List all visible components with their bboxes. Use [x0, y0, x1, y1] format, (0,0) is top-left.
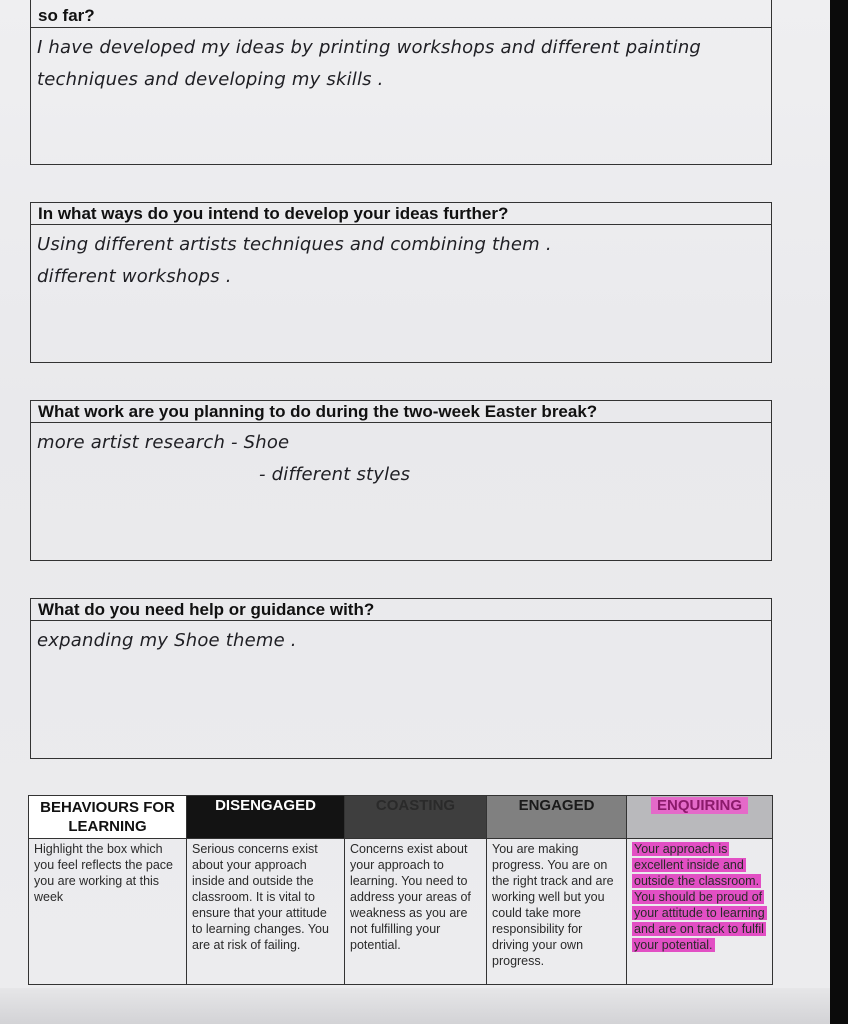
question-box-help-guidance	[30, 598, 772, 759]
answer-line: Using different artists techniques and combining them .	[37, 234, 552, 255]
table-header-row	[29, 796, 773, 839]
question-label: In what ways do you intend to develop your ideas further?	[31, 203, 771, 225]
answer-line: techniques and developing my skills .	[37, 69, 384, 90]
instruction-cell: Highlight the box which you feel reflects the pace you are working at this week	[29, 839, 187, 985]
header-behaviours-for-learning: BEHAVIOURS FOR LEARNING	[29, 796, 187, 839]
coasting-cell[interactable]: Concerns exist about your approach to learning. You need to address your areas of weakness as you are not fulfilling your potential.	[345, 839, 487, 985]
enquiring-description: Your approach is excellent inside and outside the classroom. You should be proud of your attitude to learning and are on track to fulfil your potential.	[634, 842, 765, 952]
answer-area[interactable]	[31, 225, 771, 297]
answer-area[interactable]	[31, 423, 771, 495]
question-box-progress	[30, 0, 772, 165]
question-box-easter-break	[30, 400, 772, 561]
behaviours-for-learning-table	[28, 795, 773, 985]
enquiring-cell-highlighted[interactable]	[627, 839, 773, 985]
header-enquiring-label: ENQUIRING	[651, 797, 748, 814]
answer-line: more artist research - Shoe	[37, 432, 290, 453]
answer-line: different workshops .	[37, 266, 232, 287]
answer-area[interactable]	[31, 621, 771, 661]
answer-line: - different styles	[259, 464, 411, 485]
engaged-cell[interactable]: You are making progress. You are on the right track and are working well but you could take more responsibility for driving your own progress.	[487, 839, 627, 985]
header-coasting[interactable]: COASTING	[345, 796, 487, 839]
header-engaged[interactable]: ENGAGED	[487, 796, 627, 839]
answer-line: I have developed my ideas by printing workshops and different painting	[37, 37, 702, 58]
question-label: What do you need help or guidance with?	[31, 599, 771, 621]
page-bottom-edge	[0, 988, 830, 1024]
question-box-develop-further	[30, 202, 772, 363]
disengaged-cell[interactable]: Serious concerns exist about your approach inside and outside the classroom. It is vital to ensure that your attitude to learning changes. You are at risk of failing.	[187, 839, 345, 985]
table-row	[29, 839, 773, 985]
header-disengaged[interactable]: DISENGAGED	[187, 796, 345, 839]
answer-line: expanding my Shoe theme .	[37, 630, 297, 651]
header-enquiring[interactable]	[627, 796, 773, 839]
question-label: What work are you planning to do during the two-week Easter break?	[31, 401, 771, 423]
scan-border	[830, 0, 848, 1024]
question-label: so far?	[31, 0, 771, 28]
answer-area[interactable]	[31, 28, 771, 100]
